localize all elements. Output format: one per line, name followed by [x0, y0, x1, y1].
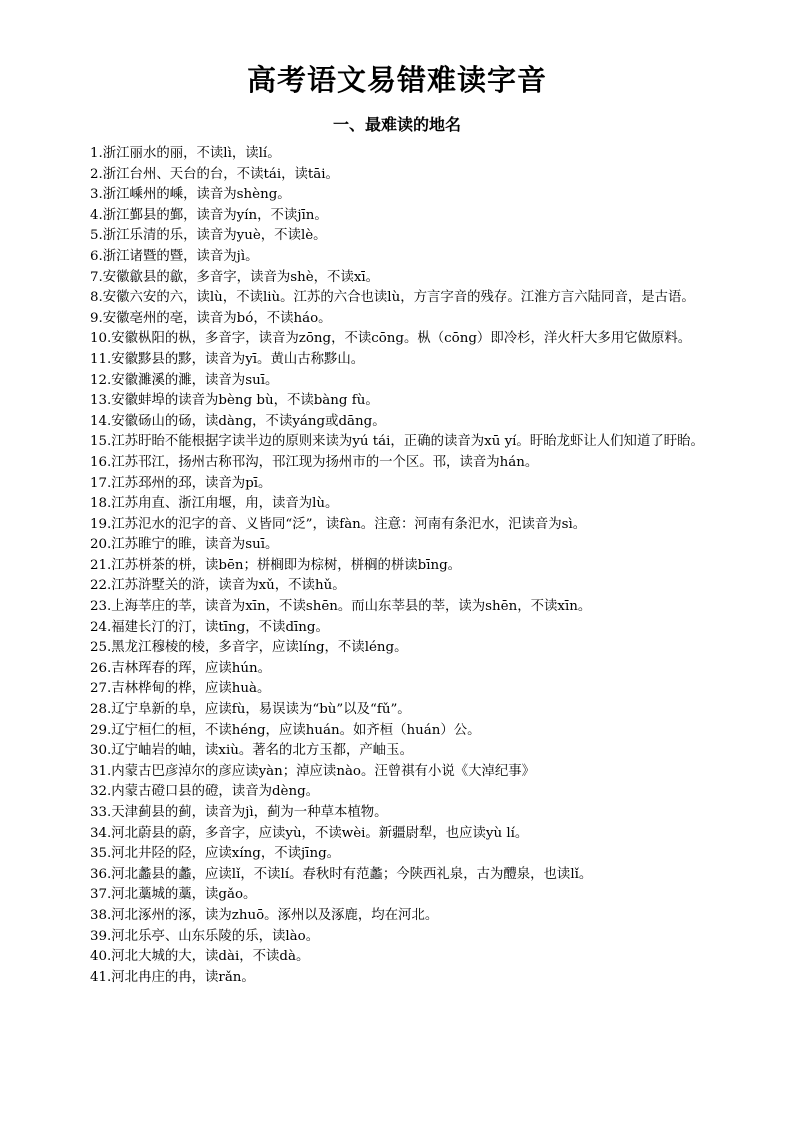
list-item: 40.河北大城的大，读dài，不读dà。: [90, 949, 310, 965]
list-item: 7.安徽歙县的歙，多音字，读音为shè，不读xī。: [90, 269, 380, 285]
document-title: 高考语文易错难读字音: [246, 63, 547, 97]
list-item: 24.福建长汀的汀，读tīng，不读dīng。: [90, 619, 329, 635]
list-item: 33.天津蓟县的蓟，读音为jì，蓟为一种草本植物。: [90, 805, 388, 820]
list-item: 36.河北蠡县的蠡，应读lǐ，不读lí。春秋时有范蠡；今陕西礼泉，古为醴泉，也读lǐ。: [90, 866, 593, 882]
list-item: 13.安徽蚌埠的读音为bèng bù，不读bàng fù。: [90, 393, 379, 409]
list-item: 31.内蒙古巴彦淖尔的彦应读yàn；淖应读nào。汪曾祺有小说《大淖纪事》: [90, 763, 536, 779]
list-item: 35.河北井陉的陉，应读xíng，不读jīng。: [90, 846, 341, 862]
list-item: 21.江苏栟茶的栟，读bēn；栟榈即为棕树，栟榈的栟读bīng。: [90, 557, 462, 573]
list-item: 37.河北藁城的藁，读gǎo。: [90, 887, 257, 903]
list-item: 38.河北涿州的涿，读为zhuō。涿州以及涿鹿，均在河北。: [90, 907, 439, 923]
list-item: 11.安徽黟县的黟，读音为yī。黄山古称黟山。: [90, 351, 365, 367]
list-item: 2.浙江台州、天台的台，不读tái，读tāi。: [90, 166, 339, 182]
list-item: 18.江苏甪直、浙江甪堰，甪，读音为lù。: [90, 496, 339, 512]
list-item: 14.安徽砀山的砀，读dàng，不读yáng或dāng。: [90, 413, 386, 429]
list-item: 22.江苏浒墅关的浒，读音为xǔ，不读hǔ。: [90, 578, 346, 594]
list-item: 16.江苏邗江，扬州古称邗沟，邗江现为扬州市的一个区。邗，读音为hán。: [90, 454, 539, 470]
list-item: 29.辽宁桓仁的桓，不读héng，应读huán。如齐桓（huán）公。: [90, 722, 481, 738]
list-item: 12.安徽濉溪的濉，读音为suī。: [90, 372, 279, 388]
list-item: 17.江苏邳州的邳，读音为pī。: [90, 475, 272, 491]
list-item: 32.内蒙古磴口县的磴，读音为dèng。: [90, 784, 320, 800]
list-item: 9.安徽亳州的亳，读音为bó，不读háo。: [90, 310, 332, 326]
list-item: 30.辽宁岫岩的岫，读xiù。著名的北方玉都，产岫玉。: [90, 743, 413, 759]
list-item: 27.吉林桦甸的桦，应读huà。: [90, 681, 271, 697]
list-item: 20.江苏睢宁的睢，读音为suī。: [90, 537, 279, 553]
list-item: 25.黑龙江穆棱的棱，多音字，应读líng，不读léng。: [90, 640, 408, 656]
list-item: 1.浙江丽水的丽，不读lì，读lí。: [90, 146, 281, 161]
list-item: 5.浙江乐清的乐，读音为yuè，不读lè。: [90, 228, 327, 244]
list-item: 15.江苏盱眙不能根据字读半边的原则来读为yú tái，正确的读音为xū yí。盱眙龙虾让人们知道了盱眙。: [90, 434, 704, 450]
list-item: 23.上海莘庄的莘，读音为xīn，不读shēn。而山东莘县的莘，读为shēn，不读xīn。: [90, 599, 592, 615]
entry-list: [60, 144, 740, 988]
list-item: 8.安徽六安的六，读lù，不读liù。江苏的六合也读lù，方言字音的残存。江淮方言六陆同音，是古语。: [90, 290, 695, 306]
list-item: 4.浙江鄞县的鄞，读音为yín，不读jīn。: [90, 207, 328, 223]
list-item: 39.河北乐亭、山东乐陵的乐，读lào。: [90, 928, 320, 944]
list-item: 41.河北冉庄的冉，读rǎn。: [90, 969, 255, 985]
list-item: 19.江苏氾水的氾字的音、义皆同“泛”，读fàn。注意：河南有条汜水，汜读音为sì。: [90, 516, 587, 532]
list-item: 6.浙江诸暨的暨，读音为jì。: [90, 248, 259, 264]
list-item: 26.吉林珲春的珲，应读hún。: [90, 660, 272, 676]
list-item: 28.辽宁阜新的阜，应读fù，易误读为“bù”以及“fǔ”。: [90, 702, 411, 718]
list-item: 34.河北蔚县的蔚，多音字，应读yù，不读wèi。新疆尉犁，也应读yù lí。: [90, 825, 529, 841]
list-item: 10.安徽枞阳的枞，多音字，读音为zōng，不读cōng。枞（cōng）即冷杉，洋火杆大多用它做原料。: [90, 331, 692, 347]
list-item: 3.浙江嵊州的嵊，读音为shèng。: [90, 187, 291, 203]
section-heading: 一、最难读的地名: [332, 115, 461, 134]
